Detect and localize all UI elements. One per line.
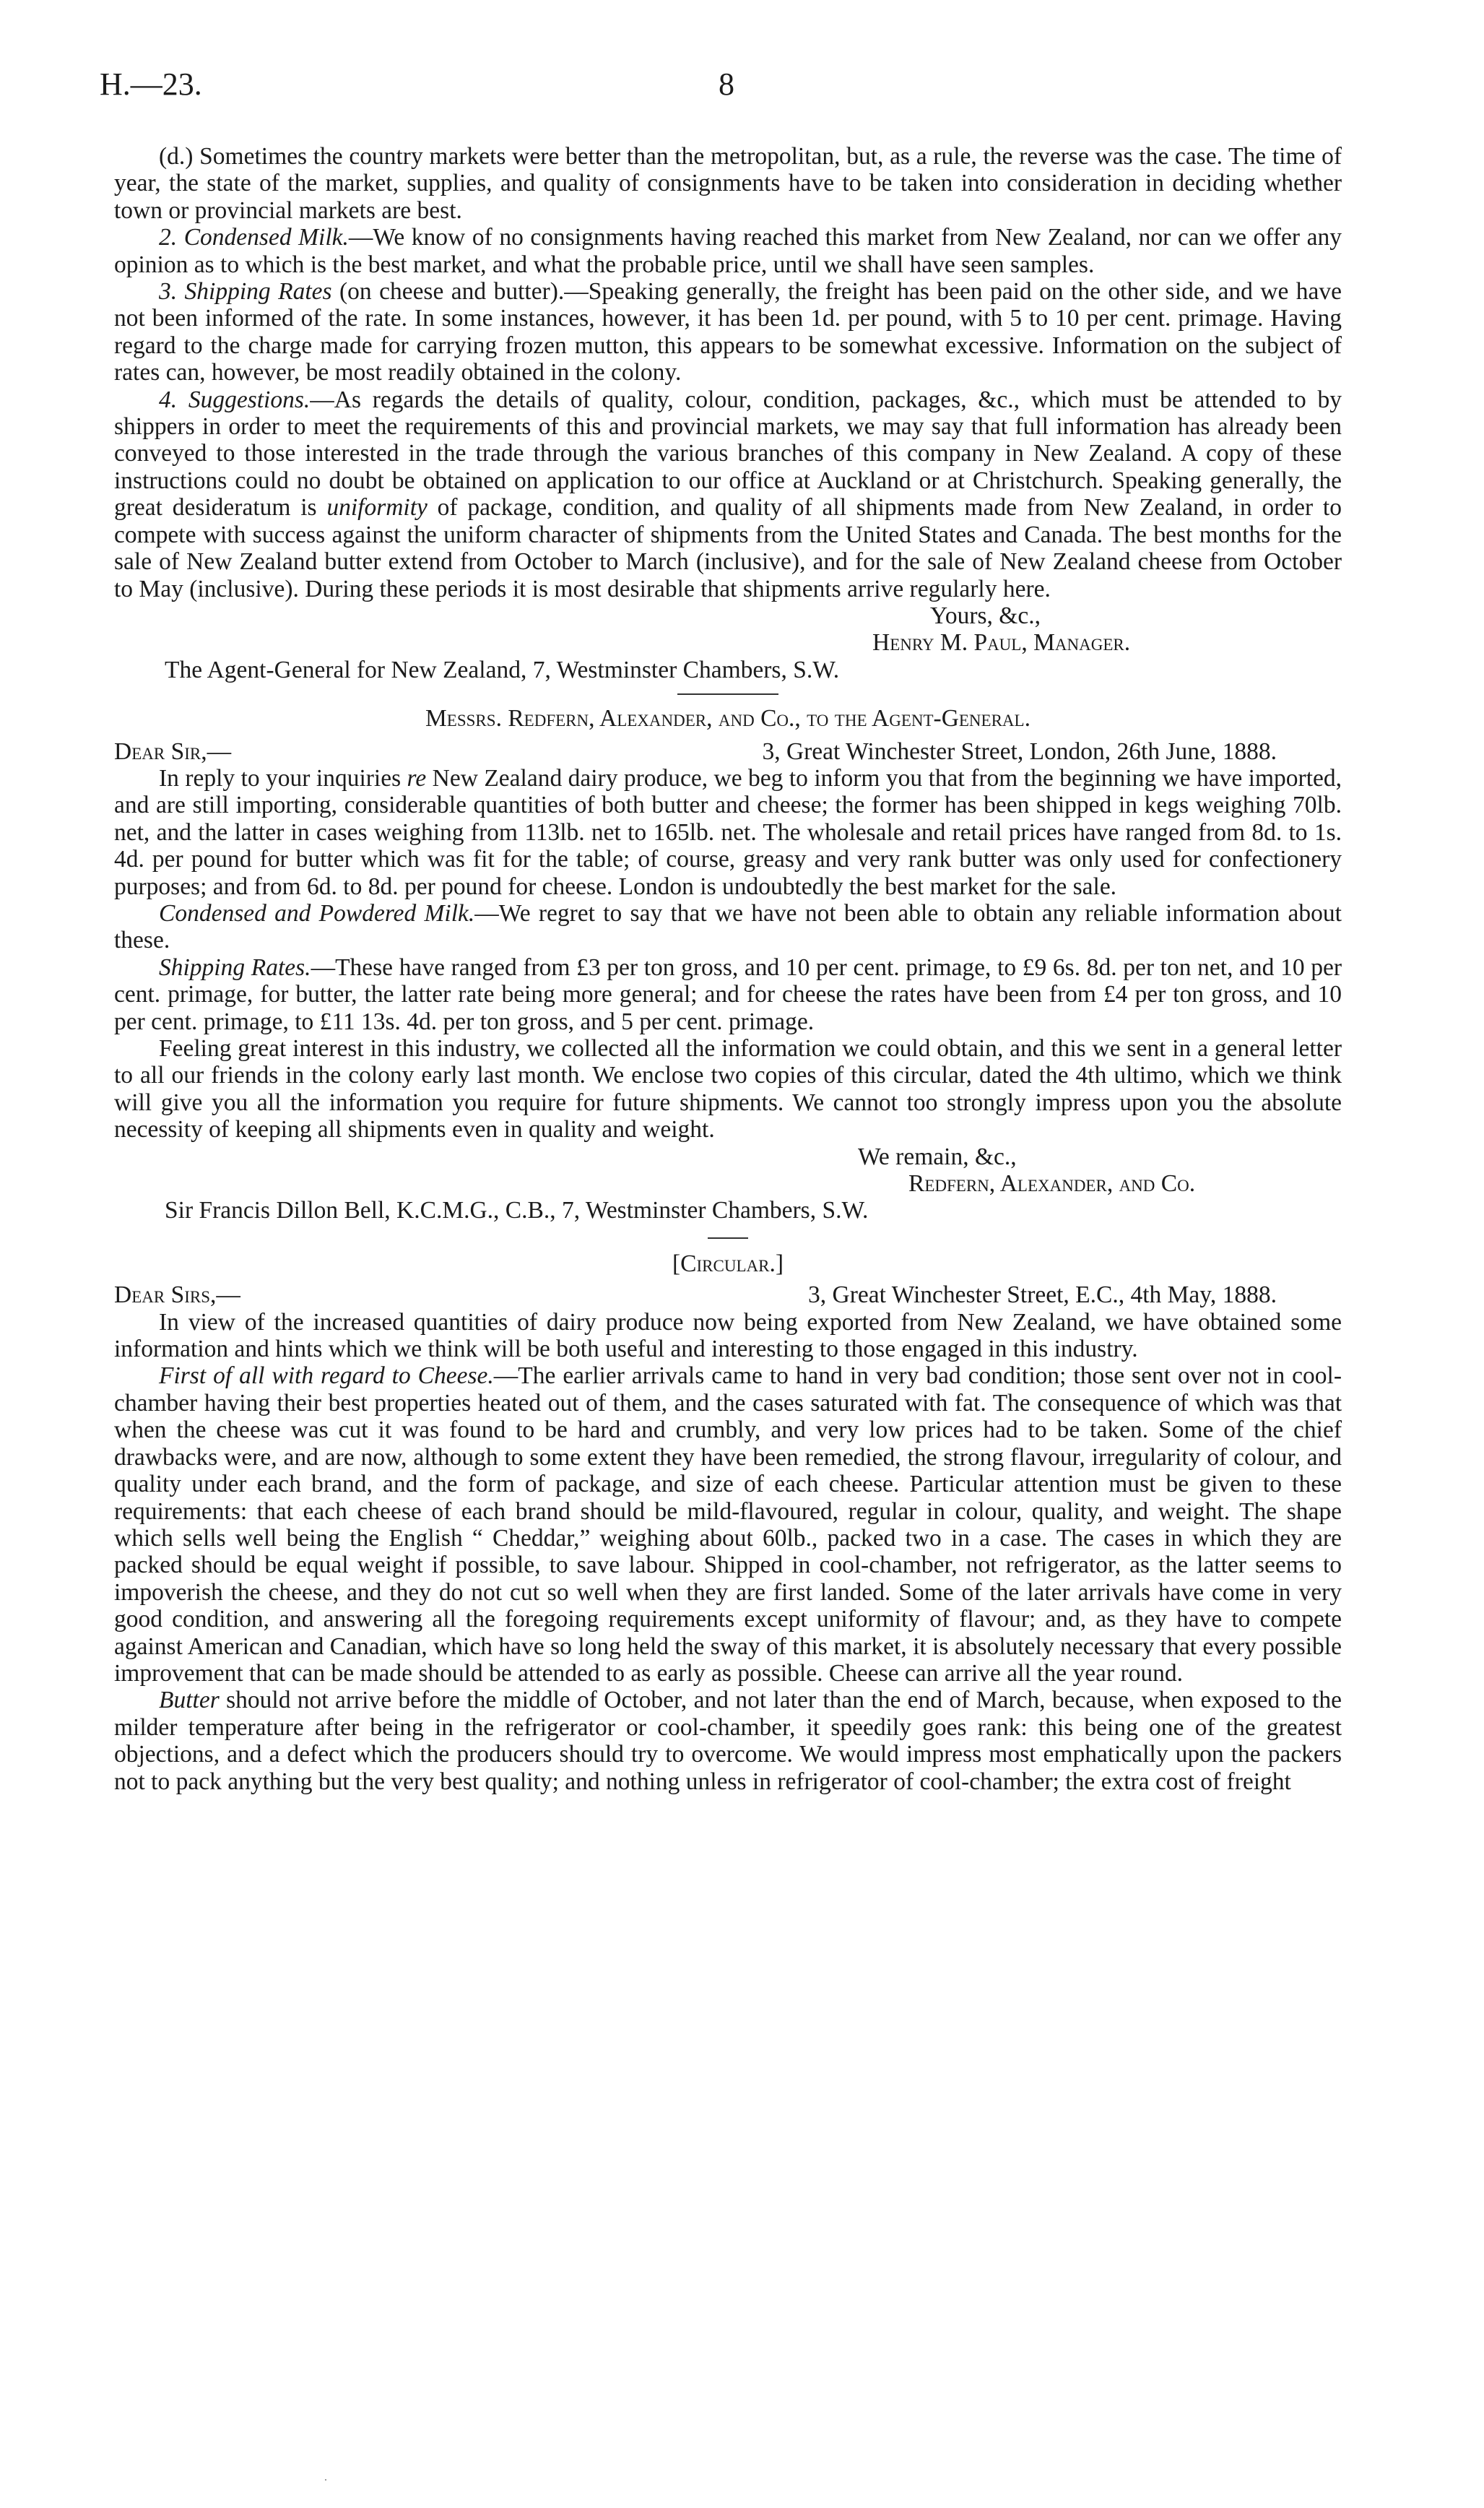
- paragraph-suggestions: 4. Suggestions.—As regards the details of quality, colour, condition, packages, &c., which must be attended to by shippers in order to meet the requirements of this and provincial markets, we may say that full information has already been conveyed to those interested in the trade through the various branches of this company in New Zealand. A copy of these instructions could no doubt be obtained on application to our office at Auckland or at Christchurch. Speaking generally, the great desideratum is uniformity of package, condition, and quality of all shipments made from New Zealand, in order to compete with success against the uniform character of shipments from the United States and Canada. The best months for the sale of New Zealand butter extend from October to March (inclusive), and for the sale of New Zealand cheese from October to May (inclusive). During these periods it is most desirable that shipments arrive regularly here.: [114, 386, 1342, 602]
- heading-shipping-rates-2: Shipping Rates.: [159, 954, 311, 981]
- salutation: Dear Sir,—: [114, 738, 232, 765]
- paragraph-in-view: In view of the increased quantities of dairy produce now being exported from New Zealand, we have obtained some information and hints which we think will be both useful and interesting to those engaged in this industry.: [114, 1308, 1342, 1363]
- letter-addressee-2: Sir Francis Dillon Bell, K.C.M.G., C.B., 7, Westminster Chambers, S.W.: [165, 1197, 869, 1224]
- letter-addressee: The Agent-General for New Zealand, 7, Westminster Chambers, S.W.: [165, 656, 840, 683]
- salutation-row-2: [114, 1281, 1342, 1308]
- emphasis-uniformity: uniformity: [326, 494, 428, 522]
- paragraph-condensed-powdered-milk: Condensed and Powdered Milk.—We regret to say that we have not been able to obtain any reliable information about these.: [114, 899, 1342, 954]
- circular-heading: [Circular.]: [672, 1250, 784, 1277]
- page-number: 8: [719, 66, 734, 102]
- heading-condensed-powdered-milk: Condensed and Powdered Milk.: [159, 899, 475, 927]
- paragraph-butter: Butter should not arrive before the middle of October, and not later than the end of March, because, when exposed to the milder temperature after being in the refrigerator or cool-chamber, it speedily goes rank: this being one of the greatest objections, and a defect which the producers should try to overcome. We would impress most emphatically upon the packers not to pack anything but the very best quality; and nothing unless in refrigerator of cool-chamber; the extra cost of freight: [114, 1687, 1342, 1795]
- heading-suggestions: 4. Suggestions.: [159, 386, 311, 413]
- salutation-2: Dear Sirs,—: [114, 1281, 240, 1309]
- letter-closing-2: We remain, &c.,: [858, 1143, 1017, 1170]
- letter-signature: Henry M. Paul, Manager.: [872, 629, 1131, 657]
- letter-signature-2: Redfern, Alexander, and Co.: [908, 1170, 1196, 1198]
- paragraph-condensed-milk: 2. Condensed Milk.—We know of no consignments having reached this market from New Zealand, nor can we offer any opinion as to which is the best market, and what the probable price, until we shall have seen samples.: [114, 224, 1342, 278]
- heading-butter: Butter: [159, 1687, 220, 1714]
- dateline-2: 3, Great Winchester Street, E.C., 4th May, 1888.: [808, 1281, 1277, 1309]
- page-reference: H.—23.: [100, 66, 202, 102]
- heading-condensed-milk: 2. Condensed Milk.: [159, 224, 349, 251]
- document-body: [114, 143, 1342, 1795]
- paragraph-feeling: Feeling great interest in this industry, we collected all the information we could obtain, and this we sent in a general letter to all our friends in the colony early last month. We enclose two copies of this circular, dated the 4th ultimo, which we think will give you all the information you require for future shipments. We cannot too strongly impress upon you the absolute necessity of keeping all shipments even in quality and weight.: [114, 1035, 1342, 1143]
- paragraph-shipping-rates: 3. Shipping Rates (on cheese and butter).—Speaking generally, the freight has been paid on the other side, and we have not been informed of the rate. In some instances, however, it has been 1d. per pound, with 5 to 10 per cent. primage. Having regard to the charge made for carrying frozen mutton, this appears to be somewhat excessive. Information on the subject of rates can, however, be most readily obtained in the colony.: [114, 278, 1342, 386]
- paragraph-reply: In reply to your inquiries re New Zealand dairy produce, we beg to inform you that from the beginning we have imported, and are still importing, considerable quantities of both butter and cheese; the former has been shipped in kegs weighing 70lb. net, and the latter in cases weighing from 113lb. net to 165lb. net. The wholesale and retail prices have ranged from 8d. to 1s. 4d. per pound for butter which was fit for the table; of course, greasy and very rank butter was only used for confectionery purposes; and from 6d. to 8d. per pound for cheese. London is undoubtedly the best market for the sale.: [114, 764, 1342, 900]
- paragraph-shipping-rates-2: Shipping Rates.—These have ranged from £3 per ton gross, and 10 per cent. primage, to £9 6s. 8d. per ton net, and 10 per cent. primage, for butter, the latter rate being more general; and for cheese the rates have been from £4 per ton gross, and 10 per cent. primage, to £11 13s. 4d. per ton gross, and 5 per cent. primage.: [114, 954, 1342, 1035]
- section-divider-2: [708, 1237, 748, 1239]
- paragraph-d: (d.) Sometimes the country markets were better than the metropolitan, but, as a rule, the reverse was the case. The time of year, the state of the market, supplies, and quality of consignments have to be taken into consideration in deciding whether town or provincial markets are best.: [114, 143, 1342, 224]
- paragraph-cheese: First of all with regard to Cheese.—The earlier arrivals came to hand in very bad condition; those sent over not in cool-chamber having their best properties heated out of them, and the cases saturated with fat. The consequence of which was that when the cheese was cut it was found to be hard and crumbly, and very low prices had to be taken. Some of the chief drawbacks were, and are now, although to some extent they have been remedied, the strong flavour, irregularity of colour, and quality under each brand, and the form of package, and size of each cheese. Particular attention must be given to these requirements: that each cheese of each brand should be mild-flavoured, regular in colour, quality, and weight. The shape which sells well being the English “ Cheddar,” weighing about 60lb., packed two in a case. The cases in which they are packed should be equal weight if possible, to save labour. Shipped in cool-chamber, not refrigerator, as the latter seems to impoverish the cheese, and they do not cut so well when they are first landed. Some of the later arrivals have come in very good condition, and answering all the foregoing requirements except uniformity of flavour; and, as they have to compete against American and Canadian, which have so long held the sway of this market, it is absolutely necessary that every possible improvement that can be made should be attended to as early as possible. Cheese can arrive all the year round.: [114, 1362, 1342, 1687]
- salutation-row: [114, 738, 1342, 765]
- heading-cheese: First of all with regard to Cheese.: [159, 1362, 494, 1390]
- letter-closing: Yours, &c.,: [930, 602, 1041, 629]
- heading-shipping-rates: 3. Shipping Rates: [159, 278, 332, 306]
- letter-heading: Messrs. Redfern, Alexander, and Co., to the Agent-General.: [425, 705, 1030, 732]
- dateline: 3, Great Winchester Street, London, 26th June, 1888.: [762, 738, 1277, 765]
- section-divider: [677, 693, 778, 695]
- page-speck: [325, 2479, 326, 2481]
